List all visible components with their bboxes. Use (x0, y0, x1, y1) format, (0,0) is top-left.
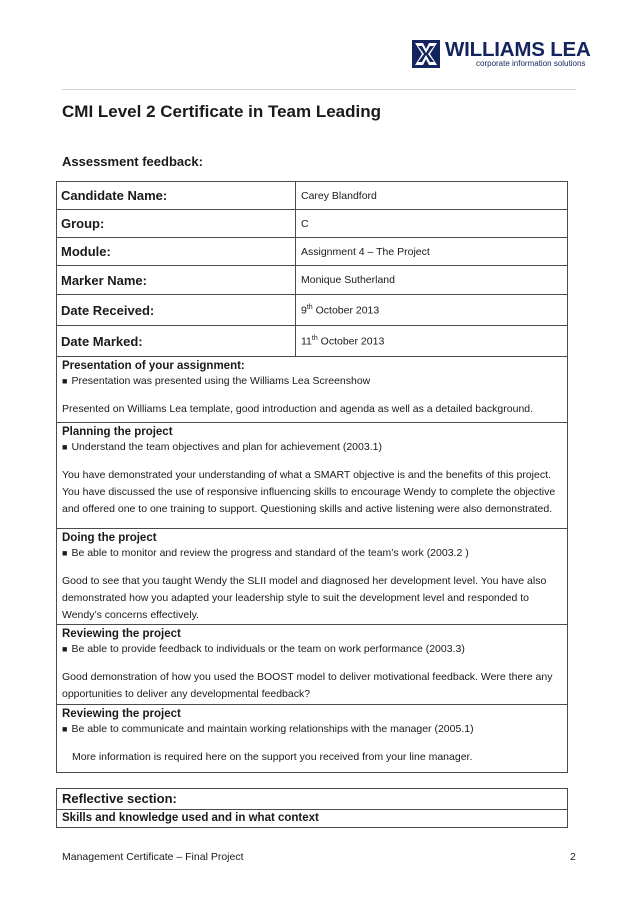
square-bullet-icon: ■ (62, 644, 68, 654)
date-marked-value (296, 326, 568, 357)
marker-name-value: Monique Sutherland (296, 266, 568, 295)
marker-name-row (57, 266, 568, 295)
square-bullet-icon: ■ (62, 442, 68, 452)
row-label: Date Received: (57, 295, 296, 326)
footer-title: Management Certificate – Final Project (62, 851, 244, 863)
candidate-name-row (57, 182, 568, 210)
candidate-name-value: Carey Blandford (296, 182, 568, 210)
date-rest: October 2013 (312, 304, 380, 317)
feedback-block-presentation (57, 357, 568, 423)
date-day: 9 (301, 304, 307, 317)
block-heading: Reviewing the project (62, 708, 181, 720)
block-heading: Reviewing the project (62, 628, 181, 640)
assessment-feedback-label: Assessment feedback: (62, 154, 203, 169)
row-label: Date Marked: (57, 326, 296, 357)
date-day: 11 (301, 335, 312, 348)
logo-name: WILLIAMS LEA (445, 38, 591, 61)
group-value: C (296, 210, 568, 238)
square-bullet-icon: ■ (62, 376, 68, 386)
block-heading: Presentation of your assignment: (62, 360, 245, 372)
date-marked-row (57, 326, 568, 357)
criteria-item (62, 546, 562, 561)
feedback-block-doing (57, 529, 568, 625)
row-label: Candidate Name: (57, 182, 296, 210)
criteria-text: Be able to communicate and maintain working relationships with the manager (2005.1) (71, 723, 474, 735)
criteria-text: Be able to provide feedback to individuals or the team on work performance (2003.3) (71, 643, 465, 655)
feedback-text: You have demonstrated your understanding of what a SMART objective is and the benefits of this project. You have discussed the use of responsive influencing skills to encourage Wendy to complete the objective and offered one to one training to support. Questioning skills and active listening were also demonstrated. (62, 469, 556, 515)
assessment-table (56, 181, 568, 773)
block-heading: Planning the project (62, 426, 173, 438)
criteria-item (62, 440, 562, 455)
date-suffix: th (306, 303, 313, 311)
feedback-block-reviewing-relationships (57, 705, 568, 773)
feedback-text: Good to see that you taught Wendy the SLII model and diagnosed her development level. You have also demonstrated how you adapted your leadership style to suit the development level and responded to Wendy’s concerns effectively. (62, 575, 547, 621)
feedback-text: More information is required here on the support you received from your line manager. (72, 751, 473, 763)
document-title: CMI Level 2 Certificate in Team Leading (62, 102, 381, 121)
feedback-text: Good demonstration of how you used the BOOST model to deliver motivational feedback. Were there any opportunities to deliver any developmental feedback? (62, 671, 553, 700)
logo-tagline: corporate information solutions (476, 59, 586, 68)
square-bullet-icon: ■ (62, 724, 68, 734)
feedback-text: Presented on Williams Lea template, good introduction and agenda as well as a detailed background. (62, 403, 534, 415)
date-received-row (57, 295, 568, 326)
date-rest: October 2013 (317, 335, 385, 348)
criteria-item (62, 374, 562, 389)
row-label: Module: (57, 238, 296, 266)
williams-lea-logo-icon (412, 40, 440, 68)
page-number: 2 (570, 851, 576, 863)
module-row (57, 238, 568, 266)
criteria-text: Understand the team objectives and plan for achievement (2003.1) (71, 441, 382, 453)
criteria-item (62, 642, 562, 657)
date-received-value (296, 295, 568, 326)
feedback-block-planning (57, 423, 568, 529)
criteria-item (62, 722, 562, 737)
row-label: Group: (57, 210, 296, 238)
square-bullet-icon: ■ (62, 548, 68, 558)
criteria-text: Presentation was presented using the Williams Lea Screenshow (71, 375, 371, 387)
block-heading: Doing the project (62, 532, 157, 544)
group-row (57, 210, 568, 238)
module-value: Assignment 4 – The Project (296, 238, 568, 266)
criteria-text: Be able to monitor and review the progress and standard of the team’s work (2003.2 ) (71, 547, 469, 559)
row-label: Marker Name: (57, 266, 296, 295)
reflective-title: Reflective section: (57, 789, 568, 810)
reflective-subtitle: Skills and knowledge used and in what context (57, 810, 568, 828)
header-divider (62, 89, 576, 90)
reflective-section-table (56, 788, 568, 828)
feedback-block-reviewing-feedback (57, 625, 568, 705)
date-suffix: th (311, 334, 318, 342)
